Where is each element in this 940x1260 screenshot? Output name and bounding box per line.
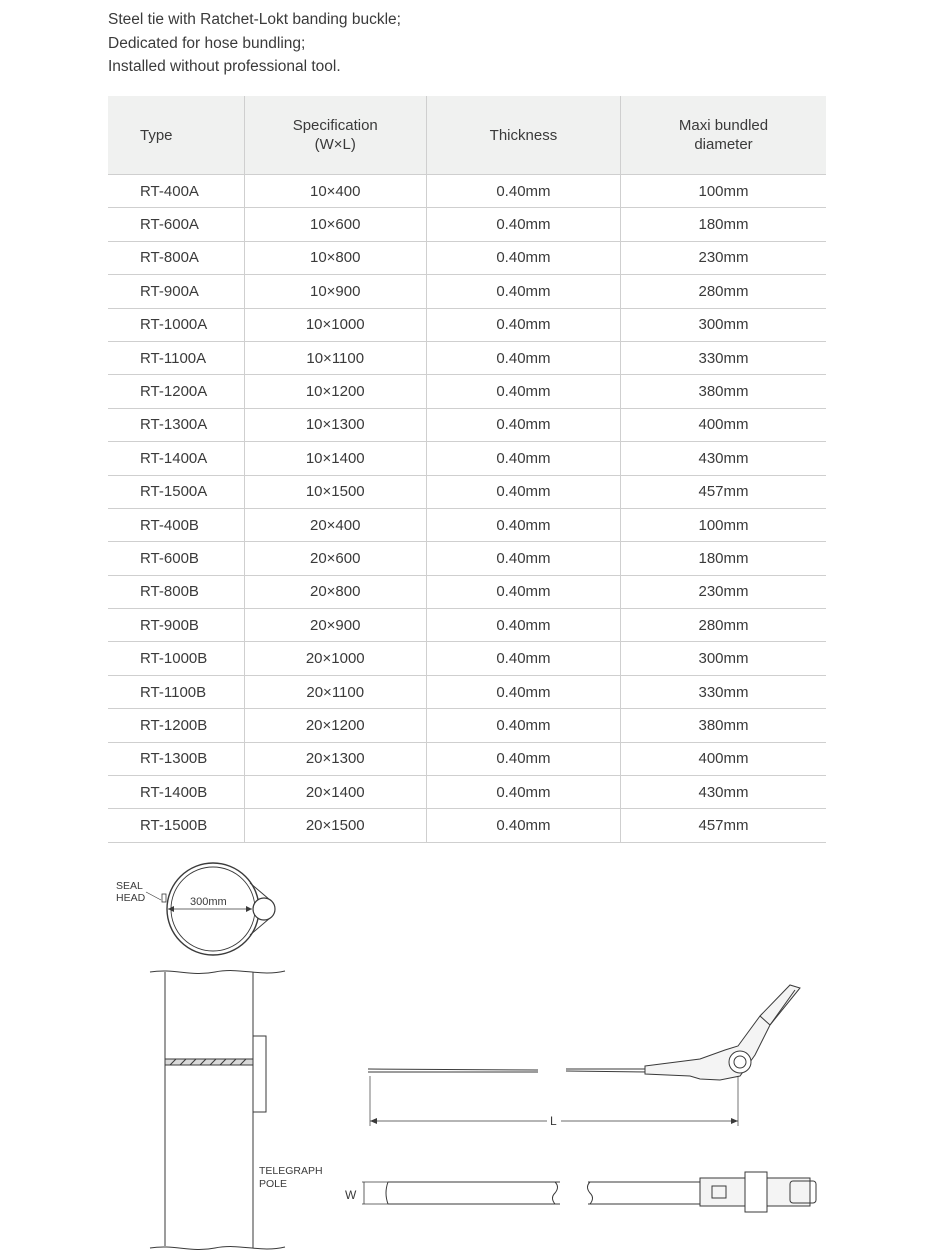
- diameter-label: 300mm: [190, 896, 227, 908]
- intro-line: Dedicated for hose bundling;: [108, 34, 306, 52]
- width-label: W: [345, 1188, 357, 1202]
- table-row: [108, 308, 826, 341]
- seal-label-line1: SEAL: [116, 880, 143, 892]
- cell-type: RT-1000A: [108, 308, 244, 341]
- cell-diameter: 430mm: [621, 442, 827, 475]
- cell-specification: 10×1500: [244, 475, 426, 508]
- cell-thickness: 0.40mm: [426, 375, 620, 408]
- cell-diameter: 380mm: [621, 709, 827, 742]
- cell-specification: 10×1300: [244, 408, 426, 441]
- length-label: L: [550, 1114, 557, 1128]
- tie-top-view: [362, 1172, 816, 1212]
- installation-diagram: [0, 850, 940, 1260]
- cell-thickness: 0.40mm: [426, 742, 620, 775]
- tie-side-view: [368, 985, 800, 1126]
- cell-specification: 20×800: [244, 575, 426, 608]
- seal-ring-drawing: [146, 863, 275, 955]
- cell-specification: 20×1400: [244, 776, 426, 809]
- cell-diameter: 100mm: [621, 508, 827, 541]
- cell-diameter: 330mm: [621, 675, 827, 708]
- table-row: [108, 542, 826, 575]
- cell-diameter: 330mm: [621, 341, 827, 374]
- cell-specification: 20×900: [244, 609, 426, 642]
- table-row: [108, 675, 826, 708]
- cell-thickness: 0.40mm: [426, 308, 620, 341]
- cell-diameter: 300mm: [621, 308, 827, 341]
- cell-specification: 20×400: [244, 508, 426, 541]
- cell-thickness: 0.40mm: [426, 508, 620, 541]
- table-row: [108, 375, 826, 408]
- cell-thickness: 0.40mm: [426, 208, 620, 241]
- cell-type: RT-600A: [108, 208, 244, 241]
- pole-label-line1: TELEGRAPH: [259, 1165, 323, 1177]
- cell-diameter: 457mm: [621, 809, 827, 842]
- cell-specification: 10×1400: [244, 442, 426, 475]
- cell-diameter: 280mm: [621, 275, 827, 308]
- cell-specification: 20×1300: [244, 742, 426, 775]
- cell-type: RT-1500B: [108, 809, 244, 842]
- cell-thickness: 0.40mm: [426, 776, 620, 809]
- cell-specification: 10×800: [244, 241, 426, 274]
- cell-diameter: 230mm: [621, 575, 827, 608]
- cell-diameter: 230mm: [621, 241, 827, 274]
- table-row: [108, 609, 826, 642]
- table-row: [108, 241, 826, 274]
- table-body: [108, 175, 826, 843]
- cell-diameter: 380mm: [621, 375, 827, 408]
- cell-type: RT-1000B: [108, 642, 244, 675]
- cell-thickness: 0.40mm: [426, 275, 620, 308]
- cell-specification: 10×1100: [244, 341, 426, 374]
- table-row: [108, 709, 826, 742]
- cell-type: RT-400A: [108, 175, 244, 208]
- cell-type: RT-900A: [108, 275, 244, 308]
- header-specification: [244, 96, 426, 175]
- table-row: [108, 442, 826, 475]
- cell-specification: 10×1000: [244, 308, 426, 341]
- header-diam-line1: Maxi bundled: [678, 117, 769, 134]
- header-spec-line2: (W×L): [314, 136, 356, 153]
- cell-specification: 20×1500: [244, 809, 426, 842]
- cell-type: RT-1100A: [108, 341, 244, 374]
- table-row: [108, 341, 826, 374]
- cell-thickness: 0.40mm: [426, 341, 620, 374]
- cell-specification: 10×400: [244, 175, 426, 208]
- cell-diameter: 457mm: [621, 475, 827, 508]
- cell-diameter: 430mm: [621, 776, 827, 809]
- header-diameter: [621, 96, 827, 175]
- cell-thickness: 0.40mm: [426, 175, 620, 208]
- header-diam-line2: diameter: [694, 136, 753, 153]
- cell-diameter: 280mm: [621, 609, 827, 642]
- cell-thickness: 0.40mm: [426, 442, 620, 475]
- cell-thickness: 0.40mm: [426, 609, 620, 642]
- table-header-row: [108, 96, 826, 175]
- cell-type: RT-800B: [108, 575, 244, 608]
- telegraph-pole-drawing: [150, 971, 288, 1250]
- table-row: [108, 275, 826, 308]
- header-spec-line1: Specification: [292, 117, 378, 134]
- cell-type: RT-900B: [108, 609, 244, 642]
- table-row: [108, 575, 826, 608]
- cell-type: RT-800A: [108, 241, 244, 274]
- cell-thickness: 0.40mm: [426, 675, 620, 708]
- specification-table: [108, 96, 826, 843]
- table-row: [108, 208, 826, 241]
- table-row: [108, 742, 826, 775]
- cell-specification: 20×600: [244, 542, 426, 575]
- intro-line: Installed without professional tool.: [108, 58, 341, 75]
- cell-specification: 10×1200: [244, 375, 426, 408]
- table-row: [108, 475, 826, 508]
- cell-specification: 10×900: [244, 275, 426, 308]
- cell-diameter: 400mm: [621, 742, 827, 775]
- cell-type: RT-1200B: [108, 709, 244, 742]
- cell-diameter: 180mm: [621, 208, 827, 241]
- cell-diameter: 100mm: [621, 175, 827, 208]
- cell-specification: 20×1200: [244, 709, 426, 742]
- cell-type: RT-1400A: [108, 442, 244, 475]
- cell-diameter: 300mm: [621, 642, 827, 675]
- seal-label-line2: HEAD: [116, 892, 146, 904]
- header-thickness: Thickness: [426, 96, 620, 175]
- cell-thickness: 0.40mm: [426, 709, 620, 742]
- pole-label-line2: POLE: [259, 1178, 288, 1190]
- table-row: [108, 809, 826, 842]
- cell-specification: 10×600: [244, 208, 426, 241]
- cell-type: RT-1100B: [108, 675, 244, 708]
- cell-type: RT-1200A: [108, 375, 244, 408]
- table-row: [108, 642, 826, 675]
- intro-text: [108, 8, 401, 79]
- intro-line: Steel tie with Ratchet-Lokt banding buckle;: [108, 11, 401, 28]
- cell-thickness: 0.40mm: [426, 241, 620, 274]
- cell-thickness: 0.40mm: [426, 642, 620, 675]
- table-row: [108, 175, 826, 208]
- cell-thickness: 0.40mm: [426, 542, 620, 575]
- cell-specification: 20×1100: [244, 675, 426, 708]
- cell-type: RT-1400B: [108, 776, 244, 809]
- cell-thickness: 0.40mm: [426, 408, 620, 441]
- cell-type: RT-600B: [108, 542, 244, 575]
- cell-type: RT-1300A: [108, 408, 244, 441]
- cell-specification: 20×1000: [244, 642, 426, 675]
- header-type: Type: [108, 96, 244, 175]
- cell-diameter: 180mm: [621, 542, 827, 575]
- table-row: [108, 408, 826, 441]
- table-row: [108, 776, 826, 809]
- cell-type: RT-1300B: [108, 742, 244, 775]
- cell-type: RT-400B: [108, 508, 244, 541]
- cell-type: RT-1500A: [108, 475, 244, 508]
- cell-thickness: 0.40mm: [426, 475, 620, 508]
- cell-thickness: 0.40mm: [426, 809, 620, 842]
- cell-thickness: 0.40mm: [426, 575, 620, 608]
- table-row: [108, 508, 826, 541]
- cell-diameter: 400mm: [621, 408, 827, 441]
